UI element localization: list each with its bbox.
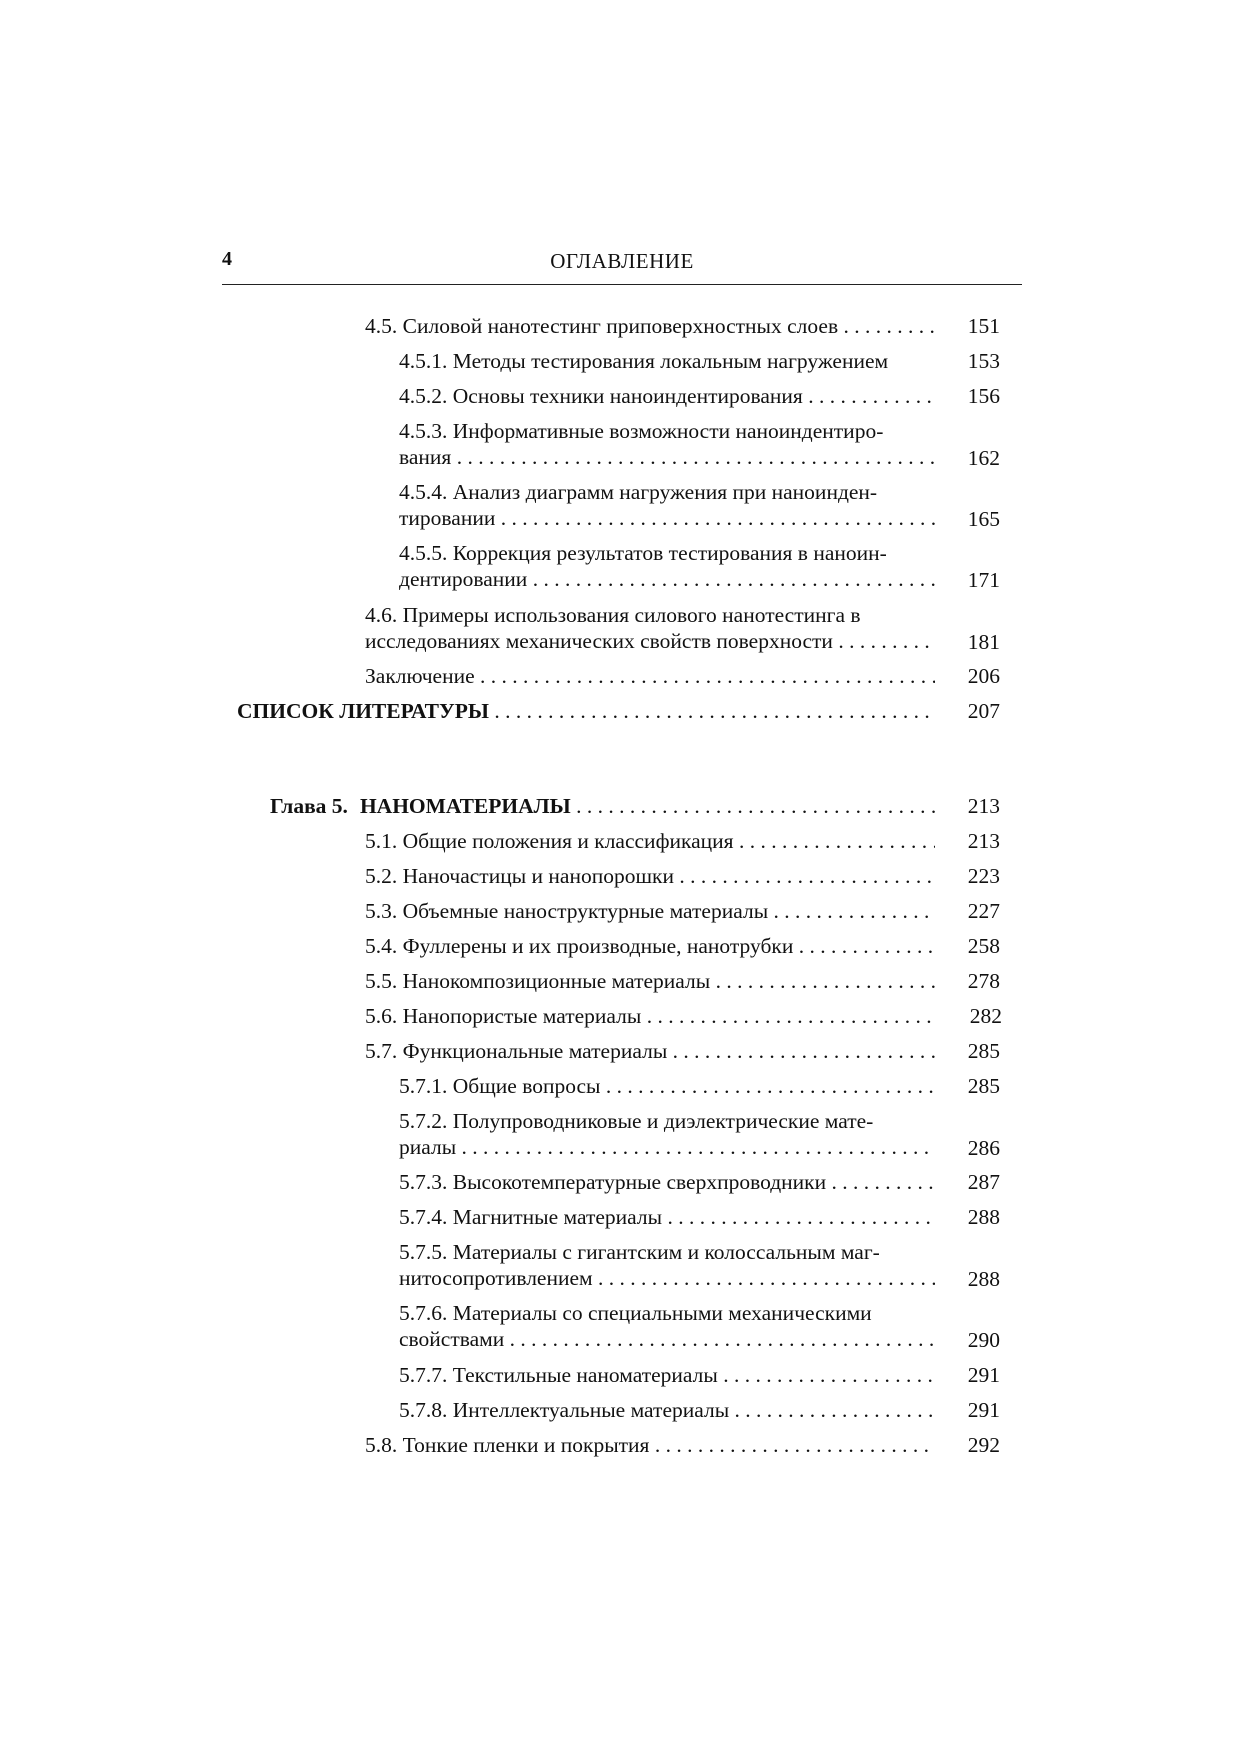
- toc-entry-title-line1: 5.7.2. Полупроводниковые и диэлектрические мате-: [399, 1109, 874, 1133]
- toc-entry-4-5-4[interactable]: [399, 479, 1000, 532]
- toc-entry-page: 213: [967, 794, 1000, 818]
- toc-entry-title: 5.7.1. Общие вопросы: [399, 1074, 601, 1098]
- toc-entry-title: 5.7.3. Высокотемпературные сверхпроводники: [399, 1170, 827, 1194]
- toc-entry-5-3[interactable]: [365, 898, 1000, 924]
- toc-entry-title: 5.5. Нанокомпозиционные материалы: [365, 969, 711, 993]
- toc-entry-title-line1: 4.5.4. Анализ диаграмм нагружения при наноинден-: [399, 480, 878, 504]
- toc-entry-title-line1: 4.5.5. Коррекция результатов тестирования в наноин-: [399, 541, 887, 565]
- toc-entry-conclusion[interactable]: [365, 663, 1000, 689]
- toc-entry-title: Заключение: [365, 664, 475, 688]
- toc-entry-title-line2: риалы: [399, 1135, 457, 1159]
- toc-entry-page: 288: [967, 1205, 1000, 1229]
- toc-entry-title-line2: исследованиях механических свойств поверхности: [365, 629, 833, 653]
- toc-entry-title: 5.7. Функциональные материалы: [365, 1039, 668, 1063]
- toc-entry-title-line1: 5.7.5. Материалы с гигантским и колоссальным маг-: [399, 1240, 880, 1264]
- toc-entry-page: 181: [967, 630, 1000, 654]
- toc-entry-page: 288: [967, 1267, 1000, 1291]
- toc-entry-page: 213: [967, 829, 1000, 853]
- toc-entry-title-line1: 4.5.3. Информативные возможности наноиндентиро-: [399, 419, 884, 443]
- toc-entry-title: 5.6. Нанопористые материалы: [365, 1004, 642, 1028]
- toc-entry-4-5-5[interactable]: [399, 540, 1000, 593]
- toc-entry-5-7[interactable]: [365, 1038, 1000, 1064]
- toc-entry-page: 223: [967, 864, 1000, 888]
- toc-entry-4-5-1[interactable]: [399, 348, 1000, 374]
- toc-entry-4-5[interactable]: [365, 313, 1000, 339]
- toc-entry-references[interactable]: [237, 698, 1000, 724]
- toc-entry-page: 151: [967, 314, 1000, 338]
- toc-entry-title: 5.1. Общие положения и классификация: [365, 829, 734, 853]
- toc-entry-title: НАНОМАТЕРИАЛЫ: [359, 794, 571, 818]
- toc-entry-5-7-1[interactable]: [399, 1073, 1000, 1099]
- toc-entry-title: 4.5.2. Основы техники наноиндентирования: [399, 384, 803, 408]
- toc-entry-page: 227: [967, 899, 1000, 923]
- toc-entry-chapter-5[interactable]: [270, 793, 1000, 819]
- toc-entry-title: 5.7.4. Магнитные материалы: [399, 1205, 663, 1229]
- toc-entry-page: 287: [967, 1170, 1000, 1194]
- toc-entry-title: 5.4. Фуллерены и их производные, нанотрубки: [365, 934, 794, 958]
- toc-entry-5-7-2[interactable]: [399, 1108, 1000, 1161]
- toc-entry-5-7-6[interactable]: [399, 1300, 1000, 1353]
- toc-entry-title-line2: дентировании: [399, 567, 528, 591]
- toc-entry-5-4[interactable]: [365, 933, 1000, 959]
- toc-entry-page: 285: [967, 1074, 1000, 1098]
- chapter-label: Глава 5.: [270, 794, 348, 818]
- toc-entry-4-5-2[interactable]: [399, 383, 1000, 409]
- toc-entry-page: 153: [967, 349, 1000, 373]
- toc-entry-page: 292: [967, 1433, 1000, 1457]
- running-title: ОГЛАВЛЕНИЕ: [550, 249, 694, 273]
- toc-entry-page: 285: [967, 1039, 1000, 1063]
- toc-entry-title-line2: свойствами: [399, 1327, 505, 1351]
- toc-entry-4-5-3[interactable]: [399, 418, 1000, 471]
- toc-entry-page: 171: [967, 568, 1000, 592]
- toc-entry-title-line1: 4.6. Примеры использования силового нанотестинга в: [365, 603, 861, 627]
- toc-entry-5-1[interactable]: [365, 828, 1000, 854]
- toc-entry-page: 156: [967, 384, 1000, 408]
- toc-entry-title: 4.5. Силовой нанотестинг приповерхностных слоев: [365, 314, 839, 338]
- toc-entry-title: 5.2. Наночастицы и нанопорошки: [365, 864, 674, 888]
- toc-entry-title-line2: тировании: [399, 506, 496, 530]
- page-number: 4: [222, 248, 232, 270]
- toc-entry-page: 165: [967, 507, 1000, 531]
- toc-entry-5-6[interactable]: [365, 1003, 1002, 1029]
- toc-entry-title: 4.5.1. Методы тестирования локальным нагружением: [399, 349, 889, 373]
- toc-entry-5-7-3[interactable]: [399, 1169, 1000, 1195]
- toc-entry-page: 258: [967, 934, 1000, 958]
- toc-entry-5-7-4[interactable]: [399, 1204, 1000, 1230]
- toc-entry-5-7-7[interactable]: [399, 1362, 1000, 1388]
- toc-entry-5-5[interactable]: [365, 968, 1000, 994]
- toc-entry-title: 5.7.8. Интеллектуальные материалы: [399, 1398, 730, 1422]
- toc-entry-title: 5.8. Тонкие пленки и покрытия: [365, 1433, 650, 1457]
- toc-entry-title-line2: вания: [399, 445, 452, 469]
- toc-entry-title-line1: 5.7.6. Материалы со специальными механическими: [399, 1301, 872, 1325]
- toc-entry-page: 291: [967, 1398, 1000, 1422]
- toc-entry-5-8[interactable]: [365, 1432, 1000, 1458]
- toc-entry-title-line2: нитосопротивлением: [399, 1266, 593, 1290]
- toc-entry-page: 282: [969, 1004, 1002, 1028]
- toc-entry-5-2[interactable]: [365, 863, 1000, 889]
- toc-entry-title: 5.7.7. Текстильные наноматериалы: [399, 1363, 718, 1387]
- toc-entry-page: 291: [967, 1363, 1000, 1387]
- toc-entry-4-6[interactable]: [365, 602, 1000, 655]
- toc-entry-page: 162: [967, 446, 1000, 470]
- toc-entry-page: 278: [967, 969, 1000, 993]
- page-header: [222, 248, 1022, 285]
- toc-entry-page: 290: [967, 1328, 1000, 1352]
- toc-entry-5-7-8[interactable]: [399, 1397, 1000, 1423]
- toc-entry-title: СПИСОК ЛИТЕРАТУРЫ: [237, 699, 489, 723]
- toc-entry-page: 207: [967, 699, 1000, 723]
- toc-entry-title: 5.3. Объемные наноструктурные материалы: [365, 899, 769, 923]
- toc-entry-page: 286: [967, 1136, 1000, 1160]
- toc-entry-page: 206: [967, 664, 1000, 688]
- toc-entry-5-7-5[interactable]: [399, 1239, 1000, 1292]
